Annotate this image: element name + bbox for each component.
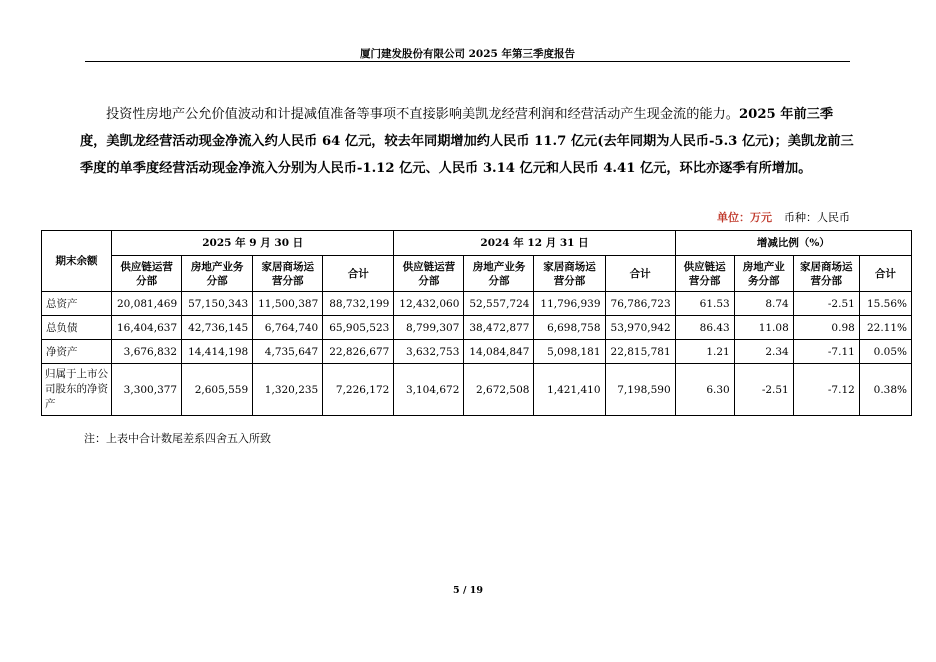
table-cell: -7.12 <box>793 364 859 416</box>
table-cell: 3,300,377 <box>112 364 182 416</box>
table-note: 注：上表中合计数尾差系四舍五入所致 <box>84 432 271 445</box>
table-cell: 3,676,832 <box>112 340 182 364</box>
table-row <box>42 316 912 340</box>
table-cell: 65,905,523 <box>323 316 394 340</box>
table-cell: 61.53 <box>675 292 734 316</box>
unit-label: 单位：万元 <box>717 211 772 224</box>
column-header: 合计 <box>323 256 394 292</box>
table-cell: 6,764,740 <box>253 316 323 340</box>
table-cell: 86.43 <box>675 316 734 340</box>
table-cell: 76,786,723 <box>605 292 675 316</box>
table-cell: 8.74 <box>734 292 793 316</box>
table-row <box>42 340 912 364</box>
table-cell: 1,421,410 <box>534 364 605 416</box>
table-cell: 11.08 <box>734 316 793 340</box>
report-header: 厦门建发股份有限公司 2025 年第三季度报告 <box>359 48 576 60</box>
row-label: 总资产 <box>42 292 112 316</box>
table-cell: 12,432,060 <box>394 292 464 316</box>
table-cell: -2.51 <box>793 292 859 316</box>
table-cell: 6,698,758 <box>534 316 605 340</box>
table-cell: 2,672,508 <box>464 364 534 416</box>
row-label: 归属于上市公司股东的净资产 <box>42 364 112 416</box>
column-header: 房地产业务分部 <box>734 256 793 292</box>
column-header: 家居商场运营分部 <box>534 256 605 292</box>
table-cell: 5,098,181 <box>534 340 605 364</box>
body-paragraph <box>80 101 855 182</box>
paragraph-bold-text: 2025 年前三季度，美凯龙经营活动现金净流入约人民币 64 亿元，较去年同期增加约人民币 11.7 亿元(去年同期为人民币-5.3 亿元)；美凯龙前三季度的单季度经营活动现金净流入分别为人民币-1.12 亿元、人民币 3.14 亿元和人民币 4.41 亿元，环比亦逐季有所增加。 <box>80 107 854 176</box>
header-rule <box>85 61 850 62</box>
table-cell: 14,084,847 <box>464 340 534 364</box>
page-number: 5 / 19 <box>453 585 483 596</box>
column-header: 供应链运营分部 <box>394 256 464 292</box>
table-cell: 15.56% <box>859 292 911 316</box>
table-cell: -7.11 <box>793 340 859 364</box>
table-row <box>42 364 912 416</box>
table-cell: 0.38% <box>859 364 911 416</box>
table-cell: 20,081,469 <box>112 292 182 316</box>
row-header-cell: 期末余额 <box>42 231 112 292</box>
currency-label: 币种：人民币 <box>784 211 850 224</box>
table-cell: -2.51 <box>734 364 793 416</box>
segment-balance-table <box>41 230 912 416</box>
table-cell: 3,632,753 <box>394 340 464 364</box>
group-header: 2025 年 9 月 30 日 <box>112 231 394 256</box>
column-header: 合计 <box>605 256 675 292</box>
table-header-row <box>42 231 912 256</box>
group-header: 增减比例（%） <box>675 231 911 256</box>
group-header: 2024 年 12 月 31 日 <box>394 231 675 256</box>
column-header: 家居商场运营分部 <box>253 256 323 292</box>
paragraph-normal-text: 投资性房地产公允价值波动和计提减值准备等事项不直接影响美凯龙经营利润和经营活动产生现金流的能力。 <box>106 107 739 122</box>
table-cell: 6.30 <box>675 364 734 416</box>
table-cell: 57,150,343 <box>182 292 253 316</box>
table-subheader-row <box>42 256 912 292</box>
table-cell: 0.98 <box>793 316 859 340</box>
table-cell: 1,320,235 <box>253 364 323 416</box>
table-cell: 88,732,199 <box>323 292 394 316</box>
table-cell: 8,799,307 <box>394 316 464 340</box>
table-cell: 2.34 <box>734 340 793 364</box>
table-cell: 7,198,590 <box>605 364 675 416</box>
table-cell: 22,826,677 <box>323 340 394 364</box>
table-cell: 22.11% <box>859 316 911 340</box>
table-cell: 52,557,724 <box>464 292 534 316</box>
table-cell: 53,970,942 <box>605 316 675 340</box>
table-cell: 1.21 <box>675 340 734 364</box>
table-row <box>42 292 912 316</box>
row-label: 净资产 <box>42 340 112 364</box>
table-cell: 2,605,559 <box>182 364 253 416</box>
column-header: 房地产业务分部 <box>182 256 253 292</box>
table-cell: 14,414,198 <box>182 340 253 364</box>
table-cell: 42,736,145 <box>182 316 253 340</box>
table-cell: 16,404,637 <box>112 316 182 340</box>
column-header: 家居商场运营分部 <box>793 256 859 292</box>
table-cell: 11,796,939 <box>534 292 605 316</box>
column-header: 供应链运营分部 <box>112 256 182 292</box>
row-label: 总负债 <box>42 316 112 340</box>
unit-line <box>717 209 850 225</box>
table-cell: 11,500,387 <box>253 292 323 316</box>
table-cell: 22,815,781 <box>605 340 675 364</box>
table-cell: 7,226,172 <box>323 364 394 416</box>
table-cell: 3,104,672 <box>394 364 464 416</box>
column-header: 合计 <box>859 256 911 292</box>
table-cell: 38,472,877 <box>464 316 534 340</box>
table-cell: 0.05% <box>859 340 911 364</box>
table-cell: 4,735,647 <box>253 340 323 364</box>
column-header: 房地产业务分部 <box>464 256 534 292</box>
column-header: 供应链运营分部 <box>675 256 734 292</box>
